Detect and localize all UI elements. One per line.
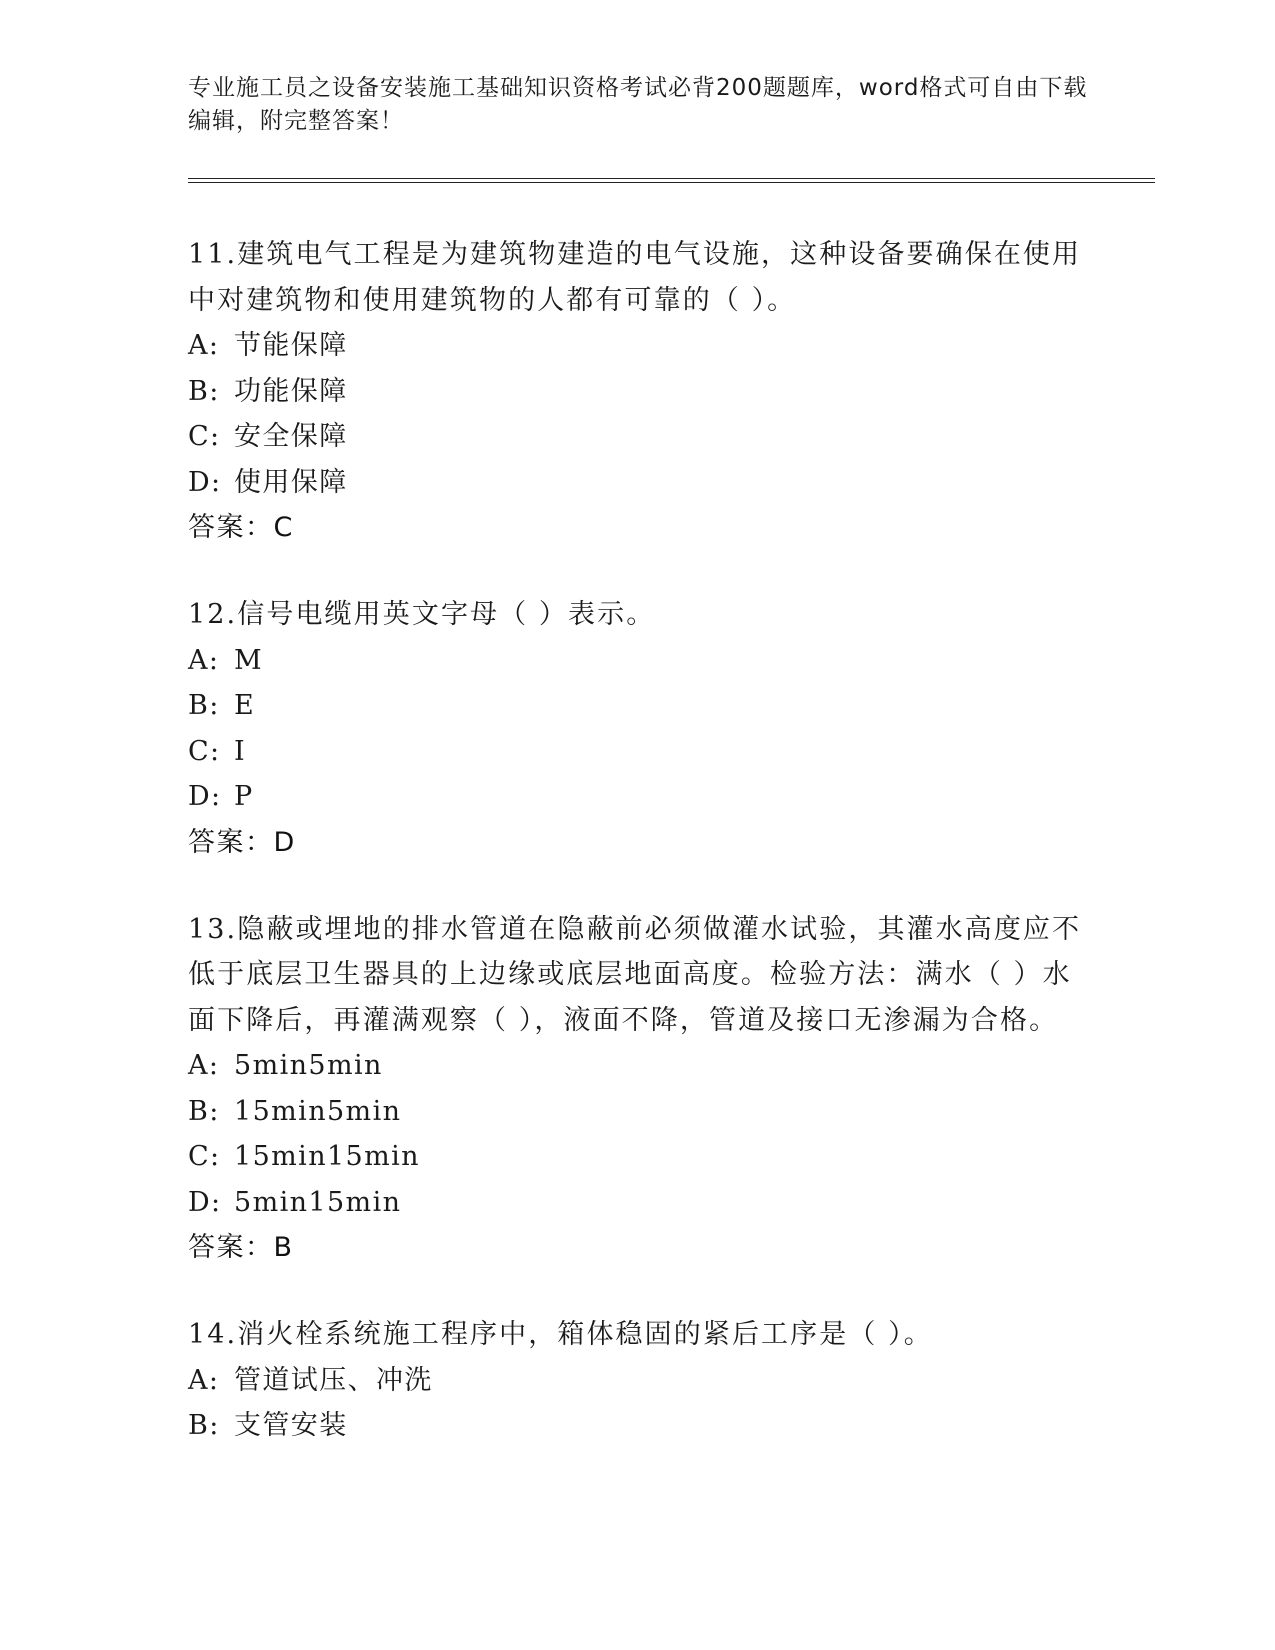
option-c <box>188 1134 1088 1180</box>
option-c <box>188 729 1088 775</box>
option-key: D: <box>188 466 222 498</box>
question-stem: 13.隐蔽或埋地的排水管道在隐蔽前必须做灌水试验，其灌水高度应不低于底层卫生器具的上边缘或底层地面高度。检验方法：满水（ ）水面下降后，再灌满观察（ ），液面不降，管道及接口无渗漏为合格。 <box>188 913 1082 1036</box>
option-text: E <box>234 690 256 721</box>
option-key: A: <box>188 330 220 361</box>
option-text: 管道试压、冲洗 <box>234 1364 433 1396</box>
question-stem: 14.消火栓系统施工程序中，箱体稳固的紧后工序是（ ）。 <box>188 1319 933 1350</box>
option-text: 15min5min <box>234 1095 402 1127</box>
option-key: B: <box>188 375 220 407</box>
option-a <box>188 1043 1088 1089</box>
option-d <box>188 1180 1088 1226</box>
option-a <box>188 638 1088 684</box>
option-d <box>188 460 1088 506</box>
option-c <box>188 414 1088 460</box>
option-text: P <box>234 781 254 812</box>
option-key: C: <box>188 421 221 452</box>
option-text: 5min15min <box>234 1186 402 1218</box>
option-b <box>188 1403 1088 1449</box>
option-a <box>188 323 1088 369</box>
option-key: C: <box>188 1141 221 1172</box>
option-key: B: <box>188 1410 220 1441</box>
question-item <box>188 592 1088 866</box>
option-d <box>188 774 1088 820</box>
option-b <box>188 683 1088 729</box>
header-divider <box>188 178 1155 183</box>
answer-line: 答案：C <box>188 512 294 543</box>
option-b <box>188 369 1088 415</box>
option-text: 安全保障 <box>234 421 348 452</box>
option-text: 节能保障 <box>234 330 348 361</box>
option-key: A: <box>188 1364 220 1396</box>
option-key: C: <box>188 735 221 767</box>
option-key: B: <box>188 1095 220 1127</box>
question-list <box>188 232 1088 1490</box>
option-text: M <box>234 644 264 676</box>
option-text: 功能保障 <box>234 375 348 407</box>
option-text: 15min15min <box>234 1141 420 1172</box>
question-item <box>188 1312 1088 1449</box>
option-text: 支管安装 <box>234 1410 348 1441</box>
question-stem: 12.信号电缆用英文字母（ ）表示。 <box>188 599 656 630</box>
option-text: 5min5min <box>234 1050 383 1081</box>
header-text: 专业施工员之设备安装施工基础知识资格考试必背200题题库，word格式可自由下载编辑，附完整答案！ <box>188 75 1088 134</box>
option-key: A: <box>188 1050 220 1081</box>
question-item <box>188 232 1088 551</box>
option-b <box>188 1089 1088 1135</box>
question-item <box>188 907 1088 1272</box>
option-key: D: <box>188 781 222 812</box>
answer-line: 答案：B <box>188 1232 294 1263</box>
option-key: D: <box>188 1186 222 1218</box>
question-stem: 11.建筑电气工程是为建筑物建造的电气设施，这种设备要确保在使用中对建筑物和使用建筑物的人都有可靠的（ ）。 <box>188 239 1082 316</box>
option-text: I <box>234 735 247 767</box>
option-key: A: <box>188 644 220 676</box>
option-key: B: <box>188 690 220 721</box>
option-text: 使用保障 <box>234 466 348 498</box>
document-header <box>188 72 1088 138</box>
answer-line: 答案：D <box>188 826 296 858</box>
option-a <box>188 1358 1088 1404</box>
